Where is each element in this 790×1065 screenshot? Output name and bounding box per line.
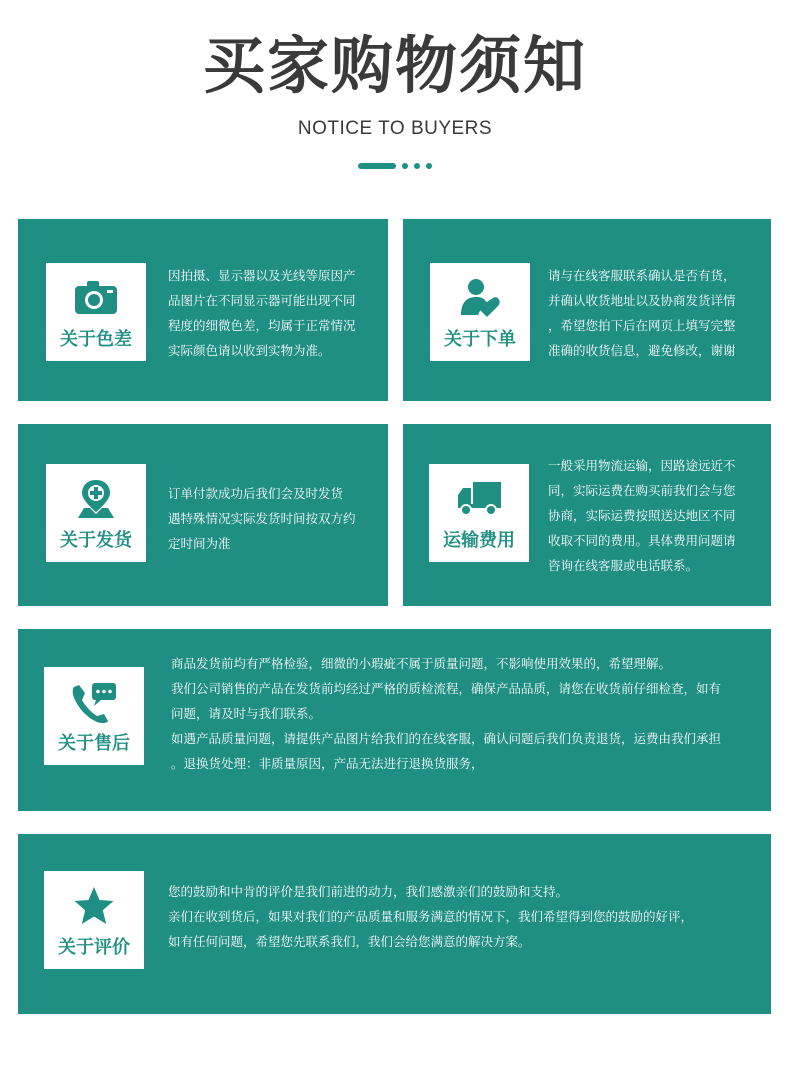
text-line: 品图片在不同显示器可能出现不同 [168, 293, 356, 308]
star-icon [72, 885, 116, 927]
text-line: 因拍摄、显示器以及光线等原因产 [168, 268, 356, 283]
text-line: 亲们在收到货后，如果对我们的产品质量和服务满意的情况下，我们希望得到您的鼓励的好评， [168, 909, 694, 924]
notice-label: 关于售后 [58, 733, 130, 754]
notice-label: 关于发货 [60, 530, 132, 551]
divider-dot [426, 163, 432, 169]
text-line: ，希望您拍下后在网页上填写完整 [548, 318, 736, 333]
text-line: 问题，请及时与我们联系。 [171, 706, 322, 721]
notice-card-color [18, 219, 388, 401]
notice-card-shipping [18, 424, 388, 606]
text-line: 您的鼓励和中肯的评价是我们前进的动力，我们感激亲们的鼓励和支持。 [168, 884, 569, 899]
text-line: 如遇产品质量问题，请提供产品图片给我们的在线客服，确认问题后我们负责退货，运费由我们承担 [171, 731, 722, 746]
notice-card-aftersales [18, 629, 771, 811]
text-line: 。退换货处理：非质量原因，产品无法进行退换货服务， [171, 756, 484, 771]
notice-icon-box [44, 871, 144, 969]
map-pin-icon [76, 478, 116, 520]
divider-dot [414, 163, 420, 169]
notice-label: 关于评价 [58, 937, 130, 958]
notice-label: 关于色差 [60, 329, 132, 350]
text-line: 实际颜色请以收到实物为准。 [168, 343, 331, 358]
camera-icon [72, 277, 120, 317]
text-line: 协商，实际运费按照送达地区不同 [548, 508, 736, 523]
truck-icon [455, 478, 503, 518]
notice-label: 关于下单 [444, 329, 516, 350]
text-line: 如有任何问题，希望您先联系我们，我们会给您满意的解决方案。 [168, 934, 531, 949]
page-title: 买家购物须知 [202, 29, 587, 102]
notice-card-freight [403, 424, 771, 606]
notice-text [168, 879, 693, 954]
notice-text [548, 453, 736, 578]
notice-icon-box [429, 464, 529, 562]
text-line: 咨询在线客服或电话联系。 [548, 558, 699, 573]
text-line: 订单付款成功后我们会及时发货 [168, 486, 344, 501]
text-line: 定时间为准 [168, 536, 231, 551]
divider-dot [402, 163, 408, 169]
notice-text [168, 263, 356, 363]
notice-label: 运输费用 [443, 530, 515, 551]
text-line: 准确的收货信息，避免修改，谢谢 [548, 343, 736, 358]
text-line: 同，实际运费在购买前我们会与您 [548, 483, 736, 498]
notice-text [548, 263, 736, 363]
text-line: 遇特殊情况实际发货时间按双方约 [168, 511, 356, 526]
phone-chat-icon [70, 681, 118, 725]
notice-icon-box [46, 263, 146, 361]
text-line: 收取不同的费用。具体费用问题请 [548, 533, 736, 548]
notice-icon-box [44, 667, 144, 765]
notice-text [168, 481, 356, 556]
notice-text [171, 651, 721, 776]
text-line: 商品发货前均有严格检验，细微的小瑕疵不属于质量问题，不影响使用效果的，希望理解。 [171, 656, 672, 671]
notice-card-review [18, 834, 771, 1014]
notice-card-order [403, 219, 771, 401]
notice-icon-box [430, 263, 530, 361]
title-divider [358, 162, 438, 170]
text-line: 一般采用物流运输，因路途远近不 [548, 458, 736, 473]
page-subtitle: NOTICE TO BUYERS [297, 118, 493, 139]
divider-bar [358, 163, 396, 169]
text-line: 并确认收货地址以及协商发货详情 [548, 293, 736, 308]
text-line: 程度的细微色差，均属于正常情况 [168, 318, 356, 333]
text-line: 我们公司销售的产品在发货前均经过严格的质检流程，确保产品品质，请您在收货前仔细检查，如有 [171, 681, 722, 696]
text-line: 请与在线客服联系确认是否有货， [548, 268, 736, 283]
user-heart-icon [458, 277, 502, 319]
notice-icon-box [46, 464, 146, 562]
